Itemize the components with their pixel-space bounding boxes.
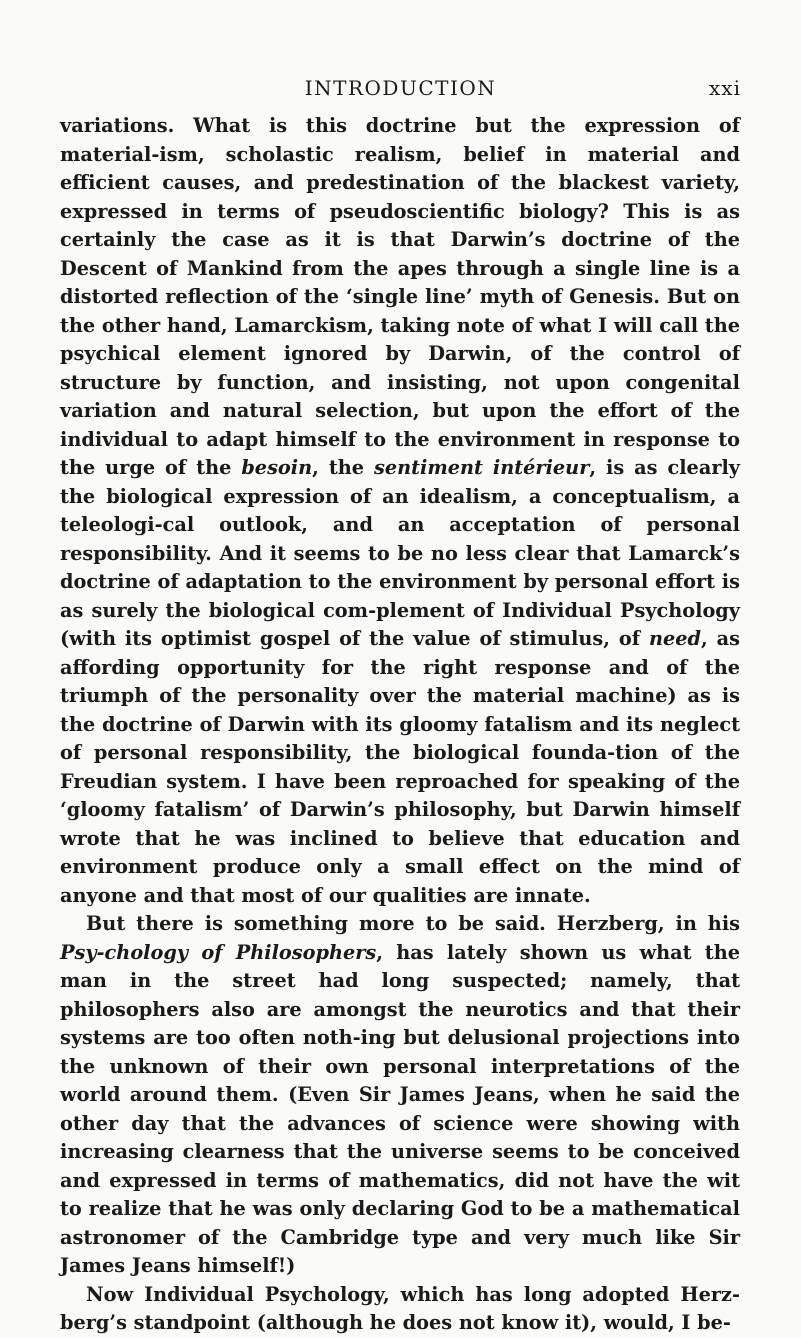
text-run: variations. What is this doctrine but the expression of material-ism, scholastic realism, belief in material and efficient causes, and predestination of the blackest variety, expressed in terms of pseudoscientific biology? This is as certainly the case as it is that Darwin’s doctrine of the Descent of Mankind from the apes through a single line is a distorted reflection of the ‘single line’ myth of Genesis. But on the other hand, Lamarckism, taking note of what I will call the psychical element ignored by Darwin, of the control of structure by function, and insisting, not upon congenital variation and natural selection, but upon the effort of the individual to adapt himself to the environment in response to the urge of the [60,114,740,479]
text-run: , as affording opportunity for the right response and of the triumph of the personality over the material machine) as is the doctrine of Darwin with its gloomy fatalism and its neglect of personal responsibility, the biological founda-tion of the Freudian system. I have been reproached for speaking of the ‘gloomy fatalism’ of Darwin’s philosophy, but Darwin himself wrote that he was inclined to believe that education and environment produce only a small effect on the mind of anyone and that most of our qualities are innate. [60,627,740,907]
italic-run: need [648,627,702,650]
paragraph [60,910,740,1281]
italic-run: besoin [241,456,313,479]
italic-run: sentiment intérieur [373,456,590,479]
page-header [60,76,741,106]
page-number: xxi [709,76,741,100]
text-run: , is as clearly the biological expression of an idealism, a conceptualism, a teleologi-cal outlook, and an acceptation of personal responsibility. And it seems to be no less clear that Lamarck’s doctrine of adaptation to the environment by personal effort is as surely the biological com-plement of Individual Psychology (with its optimist gospel of the value of stimulus, of [60,456,740,650]
paragraph [60,112,740,910]
text-run: , has lately shown us what the man in the street had long suspected; namely, that philosophers also are amongst the neurotics and that their systems are too often noth-ing but delusional projections into the unknown of their own personal interpretations of the world around them. (Even Sir James Jeans, when he said the other day that the advances of science were showing with increasing clearness that the universe seems to be conceived and expressed in terms of mathematics, did not have the wit to realize that he was only declaring God to be a mathematical astronomer of the Cambridge type and very much like Sir James Jeans himself!) [60,940,741,1277]
text-run: Now Individual Psychology, which has long adopted Herz-berg’s standpoint (although he does not know it), would, I be- [60,1282,740,1334]
text-run: , the [312,456,374,479]
paragraph [60,1281,740,1338]
body-text [60,112,740,1338]
running-head: INTRODUCTION [304,76,497,100]
text-run: But there is something more to be said. Herzberg, in his [86,912,740,935]
italic-run: Psy-chology of Philosophers [60,940,377,964]
